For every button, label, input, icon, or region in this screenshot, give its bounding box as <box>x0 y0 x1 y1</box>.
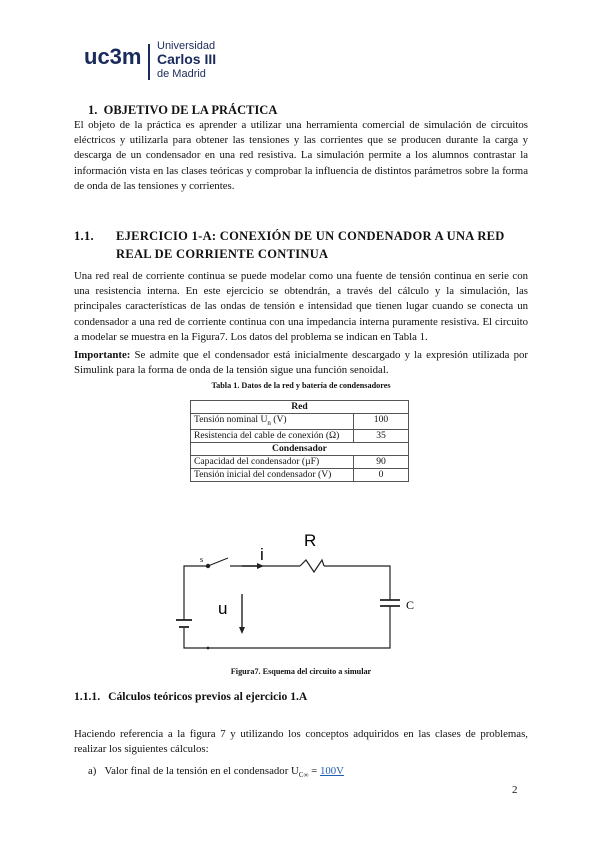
section-1-1-1-paragraph: Haciendo referencia a la figura 7 y utilizando los conceptos adquiridos en las clases de problemas, realizar los siguientes cálculos: <box>74 728 528 756</box>
section-1-1-1-title: Cálculos teóricos previos al ejercicio 1.A <box>108 690 308 703</box>
section-1-1-1-number: 1.1.1. <box>74 690 101 703</box>
table-row <box>191 468 409 481</box>
table-cell-label: Resistencia del cable de conexión (Ω) <box>191 429 354 442</box>
table-caption: Tabla 1. Datos de la red y batería de condensadores <box>211 381 391 390</box>
section-1-title: OBJETIVO DE LA PRÁCTICA <box>103 103 278 117</box>
list-marker: a) <box>88 765 97 777</box>
table-cell-label: Tensión inicial del condensador (V) <box>191 468 354 481</box>
section-1-heading <box>88 103 277 118</box>
table-cell-label: Capacidad del condensador (µF) <box>191 455 354 468</box>
table-header-condensador: Condensador <box>191 442 409 455</box>
section-1-1-paragraph: Una red real de corriente continua se puede modelar como una fuente de tensión continua en serie con una resistencia interna. En este ejercicio se obtendrán, a través del cálculo y la simulación, las principales características de las ondas de tensión e intensidad que tienen lugar cuando se conecta un condensador a una red de corriente continua con una impedancia interna puramente resistiva. El circuito a modelar se muestra en la Figura7. Los datos del problema se indican en Tabla 1. <box>74 270 528 343</box>
table-row <box>191 414 409 430</box>
wire-right-top <box>324 566 390 600</box>
table-cell-value: 100 <box>354 414 409 430</box>
data-table <box>190 400 409 482</box>
table-row <box>191 455 409 468</box>
logo-line-1: Universidad <box>157 40 216 52</box>
switch-blade <box>208 558 228 566</box>
capacitor-label: C <box>406 598 415 612</box>
section-1-1-title: EJERCICIO 1-A: CONEXIÓN DE UN CONDENADOR A UNA RED REAL DE CORRIENTE CONTINUA <box>116 229 505 261</box>
wire-bottom <box>184 606 390 648</box>
circuit-diagram <box>176 528 436 658</box>
answer-field[interactable]: 100V <box>319 765 344 777</box>
table-header-row <box>191 442 409 455</box>
wire-left-top <box>184 566 206 620</box>
resistor-symbol <box>300 560 324 572</box>
section-1-1-1-heading <box>74 690 307 703</box>
list-item-equals: = <box>308 765 320 777</box>
table-header-row <box>191 401 409 414</box>
table-cell-value: 90 <box>354 455 409 468</box>
logo-divider <box>148 44 150 80</box>
important-text: Se admite que el condensador está inicialmente descargado y la expresión utilizada por Simulink para la forma de onda de la tensión sigue una función senoidal. <box>74 349 528 377</box>
switch-label: s <box>200 555 204 564</box>
university-logo <box>84 40 304 84</box>
table-header-red: Red <box>191 401 409 414</box>
logo-short: uc3m <box>84 44 142 69</box>
table-cell-value: 0 <box>354 468 409 481</box>
table-row <box>191 429 409 442</box>
list-item-subscript: C∞ <box>298 771 309 780</box>
current-label: i <box>260 545 264 564</box>
table-cell-value: 35 <box>354 429 409 442</box>
logo-line-3: de Madrid <box>157 68 206 80</box>
section-1-1-number: 1.1. <box>74 229 94 243</box>
voltage-arrow-head <box>239 627 245 634</box>
voltage-label: u <box>218 599 228 618</box>
list-item <box>88 765 344 779</box>
table-cell-label: Tensión nominal $U_n$ (V) <box>191 414 354 430</box>
list-item-text: Valor final de la tensión en el condensador U <box>104 765 299 777</box>
important-label: Importante: <box>74 349 131 361</box>
logo-line-2: Carlos III <box>157 51 217 67</box>
figure-caption: Figura7. Esquema del circuito a simular <box>230 667 372 676</box>
section-1-paragraph: El objeto de la práctica es aprender a utilizar una herramienta comercial de simulación de circuitos eléctricos y utilizarla para obtener las tensiones y las corrientes que se producen durante la carga y descarga de un condensador en una red resistiva. La simulación permite a los alumnos contrastar la información vista en las clases teóricas y comprobar la influencia de distintos parámetros sobre la forma de onda de las tensiones y corrientes. <box>74 119 528 192</box>
node-dot <box>207 647 210 650</box>
page-number: 2 <box>512 784 518 796</box>
important-note <box>74 348 528 378</box>
resistor-label: R <box>304 531 317 550</box>
section-1-number: 1. <box>88 103 98 117</box>
